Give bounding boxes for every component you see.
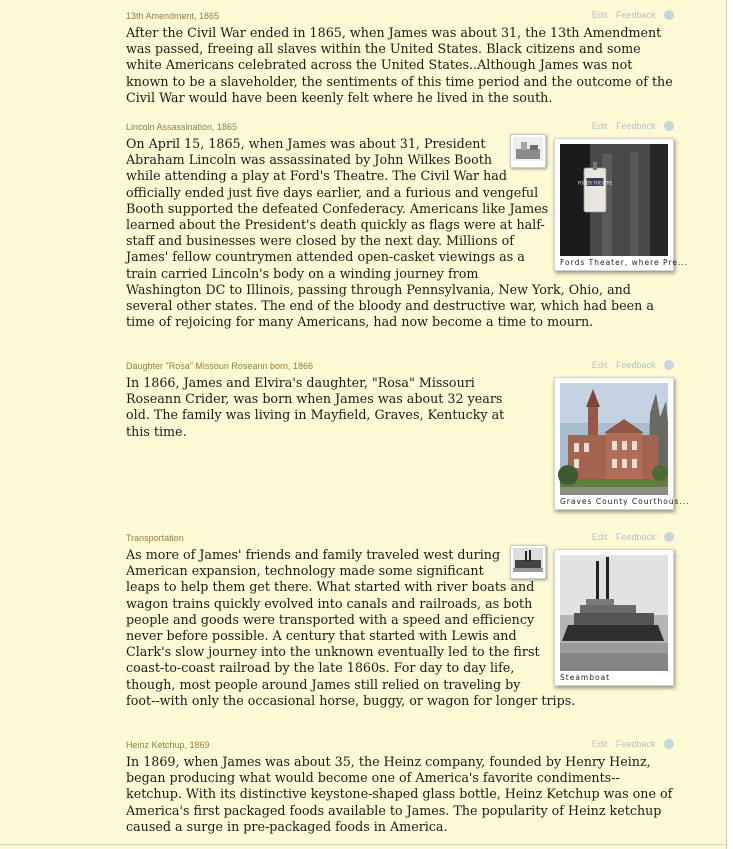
entry-actions bbox=[586, 532, 674, 542]
photo-courthouse[interactable] bbox=[554, 377, 690, 510]
status-dot-icon[interactable] bbox=[664, 121, 674, 131]
entry-header bbox=[126, 740, 674, 754]
timeline-entry bbox=[126, 360, 690, 510]
entry-title: Heinz Ketchup, 1869 bbox=[126, 740, 210, 750]
timeline-entry bbox=[126, 740, 674, 835]
entry-header bbox=[126, 11, 674, 25]
bottom-divider bbox=[0, 844, 726, 845]
entry-text: In 1866, James and Elvira's daughter, "Rosa" Missouri Roseann Crider, was born when James was about 32 years old. The family was living in Mayfield, Graves, Kentucky at this time. bbox=[126, 375, 505, 439]
timeline-entry bbox=[126, 533, 674, 709]
entry-title: 13th Amendment, 1865 bbox=[126, 11, 220, 21]
entry-text: As more of James' friends and family traveled west during American expansion, technology made some significant leaps to help them get there. What started with river boats and wagon trains quickly evolved into canals and railroads, as both people and goods were transported with a speed and efficiency never before possible. A century that started with Lewis and Clark's slow journey into the unknown eventually led to the first coast-to-coast railroad by the late 1860s. For day to day life, though, most people around James still relied on traveling by foot--with only the occasional horse, buggy, or wagon for longer trips. bbox=[126, 547, 576, 708]
entry-title: Daughter "Rosa" Missouri Roseann born, 1866 bbox=[126, 361, 313, 371]
entry-header bbox=[126, 122, 674, 136]
entry-header bbox=[126, 533, 674, 547]
feedback-link[interactable]: Feedback bbox=[615, 360, 656, 370]
feedback-link[interactable]: Feedback bbox=[615, 739, 656, 749]
edit-link[interactable]: Edit bbox=[591, 532, 608, 542]
timeline-entry bbox=[126, 121, 689, 330]
feedback-link[interactable]: Feedback bbox=[615, 121, 656, 131]
entry-body bbox=[126, 547, 674, 709]
entry-body bbox=[126, 136, 689, 330]
entry-title: Transportation bbox=[126, 533, 184, 543]
entry-text: After the Civil War ended in 1865, when James was about 31, the 13th Amendment was passed, freeing all slaves within the United States. Black citizens and some white Americans celebrated across the United States..Although James was not known to be a slaveholder, the sentiments of this time period and the outcome of the Civil War would have been keenly felt where he lived in the south. bbox=[126, 25, 673, 105]
timeline-entry bbox=[126, 11, 674, 106]
photo-caption: Steamboat bbox=[560, 673, 611, 682]
photo-caption: Graves County Courthous... bbox=[560, 497, 690, 506]
entry-header bbox=[126, 361, 674, 375]
fords-theatre-image bbox=[560, 144, 668, 256]
photo-thumbnail[interactable] bbox=[510, 545, 546, 579]
entry-body bbox=[126, 754, 674, 835]
entry-actions bbox=[586, 739, 674, 749]
edit-link[interactable]: Edit bbox=[591, 739, 608, 749]
entry-actions bbox=[586, 121, 674, 131]
photo-steamboat[interactable] bbox=[554, 549, 674, 686]
status-dot-icon[interactable] bbox=[664, 739, 674, 749]
status-dot-icon[interactable] bbox=[664, 532, 674, 542]
right-border bbox=[726, 0, 727, 849]
entry-actions bbox=[586, 360, 674, 370]
entry-actions bbox=[586, 10, 674, 20]
photo-caption: Fords Theater, where Pre... bbox=[560, 258, 689, 267]
feedback-link[interactable]: Feedback bbox=[615, 532, 656, 542]
entry-text: In 1869, when James was about 35, the Heinz company, founded by Henry Heinz, began producing what would become one of America's favorite condiments--ketchup. With its distinctive keystone-shaped glass bottle, Heinz Ketchup was one of America's first packaged foods available to James. The popularity of Heinz ketchup caused a surge in pre-packaged foods in America. bbox=[126, 754, 673, 834]
entry-text: On April 15, 1865, when James was about 31, President Abraham Lincoln was assassinated by John Wilkes Booth while attending a play at Ford's Theatre. The Civil War had officially ended just five days earlier, and a furious and vengeful Booth supported the defeated Confederacy. Americans like James learned about the President's death quickly as flags were at half-staff and businesses were closed by the next day. Millions of James' fellow countrymen attended open-casket viewings as a train carried Lincoln's body on a winding journey from Washington DC to Illinois, passing through Pennsylvania, New York, Ohio, and several other states. The end of the bloody and destructive war, which had been a time of rejoicing for many Americans, had now become a time to mourn. bbox=[126, 136, 654, 330]
courthouse-image bbox=[560, 383, 668, 495]
edit-link[interactable]: Edit bbox=[591, 360, 608, 370]
status-dot-icon[interactable] bbox=[664, 360, 674, 370]
entry-body bbox=[126, 375, 690, 506]
photo-fords-theatre[interactable] bbox=[554, 138, 689, 271]
steamboat-image bbox=[560, 555, 668, 671]
entry-title: Lincoln Assassination, 1865 bbox=[126, 122, 238, 132]
feedback-link[interactable]: Feedback bbox=[615, 10, 656, 20]
sign-text: FORDS THEATRE bbox=[577, 180, 613, 186]
edit-link[interactable]: Edit bbox=[591, 10, 608, 20]
photo-thumbnail[interactable] bbox=[510, 134, 546, 168]
status-dot-icon[interactable] bbox=[664, 10, 674, 20]
edit-link[interactable]: Edit bbox=[591, 121, 608, 131]
entry-body bbox=[126, 25, 674, 106]
